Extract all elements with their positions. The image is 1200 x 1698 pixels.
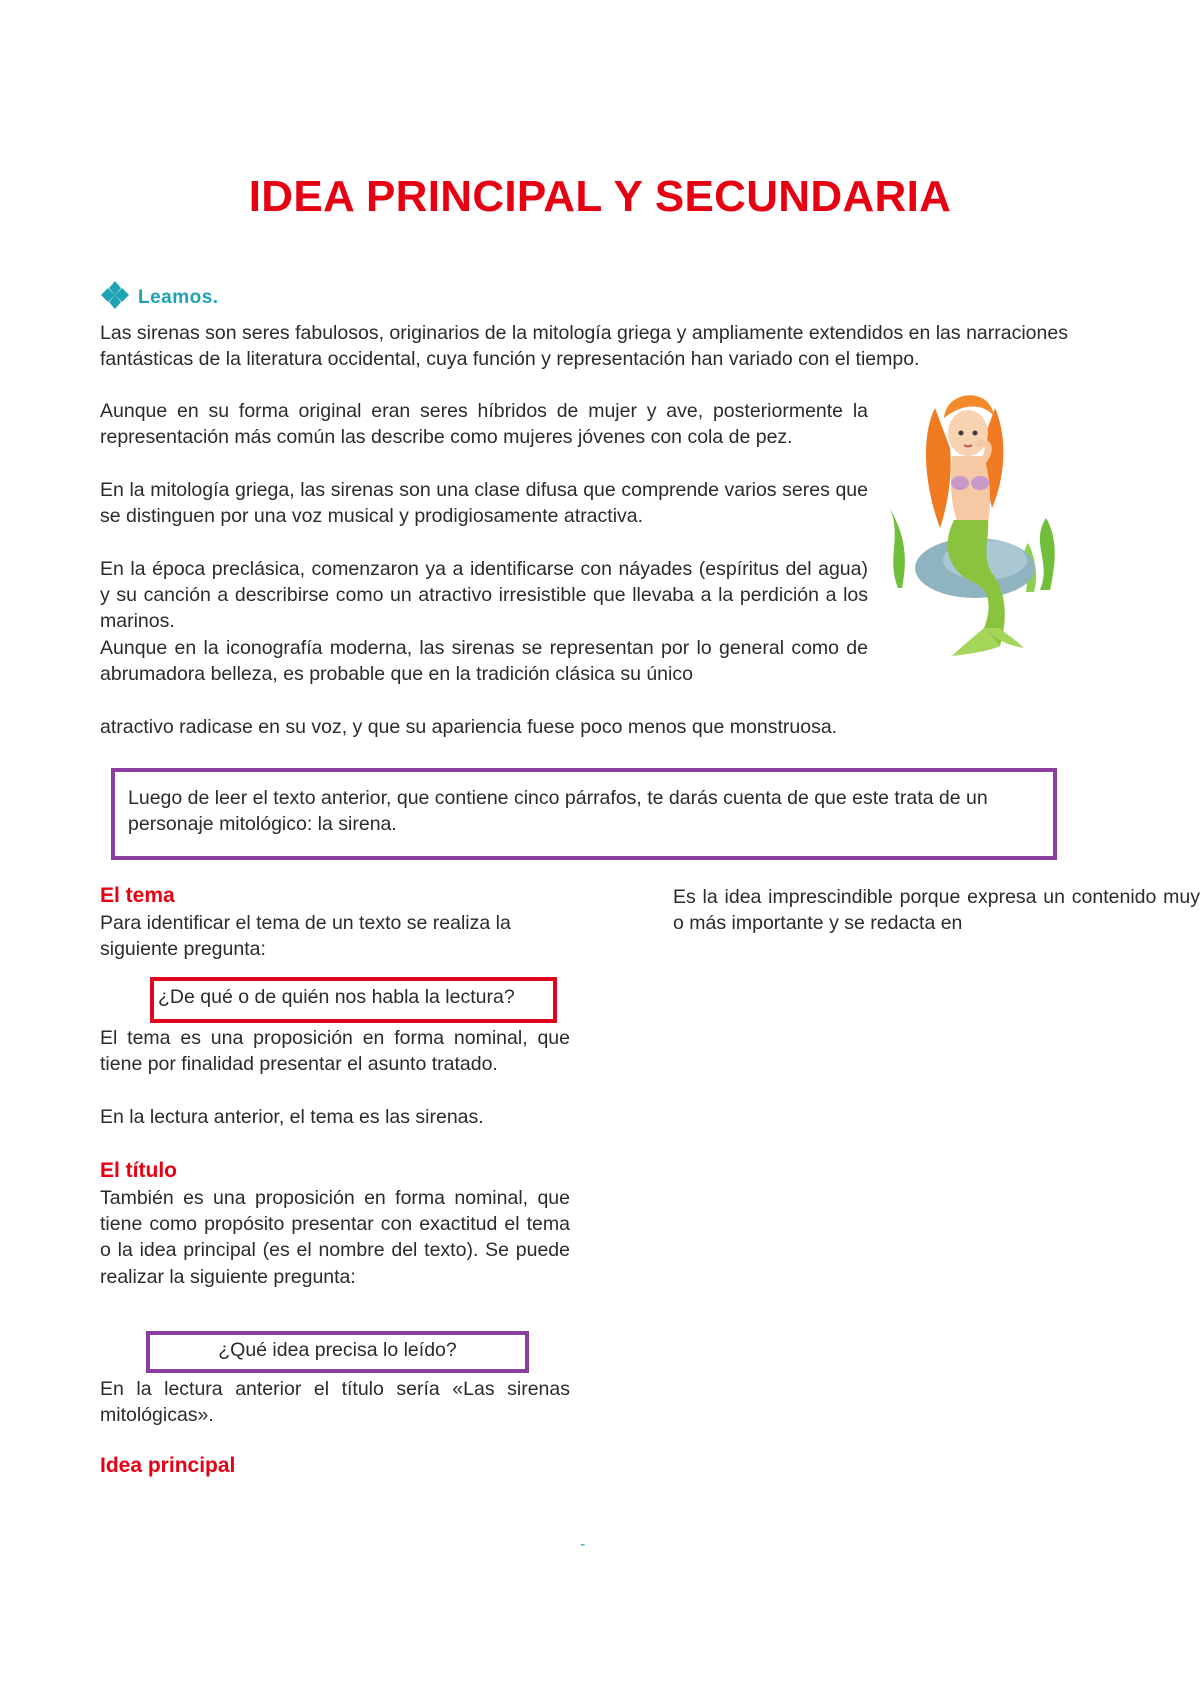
- reading-paragraph-3: En la mitología griega, las sirenas son una clase difusa que comprende varios seres que se distinguen por una voz musical y prodigiosamente atractiva.: [100, 479, 868, 528]
- titulo-question-box: [146, 1331, 529, 1373]
- titulo-example: En la lectura anterior el título sería «Las sirenas mitológicas».: [100, 1378, 570, 1427]
- titulo-heading: El título: [100, 1159, 177, 1182]
- tema-definition: El tema es una proposición en forma nominal, que tiene por finalidad presentar el asunto tratado.: [100, 1027, 570, 1076]
- diamond-cluster-icon: [100, 280, 130, 315]
- tema-question-box: [150, 977, 557, 1023]
- page-mark: -: [580, 1536, 586, 1553]
- reading-paragraph-2: Aunque en su forma original eran seres híbridos de mujer y ave, posteriormente la representación más común las describe como mujeres jóvenes con cola de pez.: [100, 400, 868, 449]
- reading-paragraph-5: Aunque en la iconografía moderna, las sirenas se representan por lo general como de abrumadora belleza, es probable que en la tradición clásica su único: [100, 637, 868, 686]
- reading-paragraph-1: Las sirenas son seres fabulosos, originarios de la mitología griega y ampliamente extendidos en las narraciones fantásticas de la literatura occidental, cuya función y representación han variado con el tiempo.: [100, 322, 1068, 371]
- idea-principal-definition: Es la idea imprescindible porque expresa un contenido muy o más importante y se redacta en: [673, 886, 1200, 935]
- tema-example: En la lectura anterior, el tema es las sirenas.: [100, 1106, 484, 1128]
- tema-intro: Para identificar el tema de un texto se realiza la siguiente pregunta:: [100, 912, 511, 961]
- leamos-section-label: [100, 280, 219, 315]
- titulo-question: ¿Qué idea precisa lo leído?: [218, 1339, 457, 1361]
- reading-paragraph-5-end: atractivo radicase en su voz, y que su apariencia fuese poco menos que monstruosa.: [100, 716, 838, 738]
- tema-question: ¿De qué o de quién nos habla la lectura?: [158, 986, 515, 1008]
- note-box: [111, 768, 1057, 860]
- page-title: IDEA PRINCIPAL Y SECUNDARIA: [248, 172, 952, 221]
- reading-paragraph-4: En la época preclásica, comenzaron ya a identificarse con náyades (espíritus del agua) y su canción a describirse como un atractivo irresistible que llevaba a la perdición a los marinos.: [100, 558, 868, 633]
- note-box-text: Luego de leer el texto anterior, que contiene cinco párrafos, te darás cuenta de que este trata de un personaje mitológico: la sirena.: [128, 787, 988, 836]
- mermaid-illustration: [880, 378, 1060, 658]
- titulo-definition: También es una proposición en forma nominal, que tiene como propósito presentar con exactitud el tema o la idea principal (es el nombre del texto). Se puede realizar la siguiente pregunta:: [100, 1187, 570, 1288]
- leamos-label: Leamos.: [138, 286, 219, 308]
- idea-principal-heading: Idea principal: [100, 1454, 236, 1477]
- tema-heading: El tema: [100, 884, 175, 907]
